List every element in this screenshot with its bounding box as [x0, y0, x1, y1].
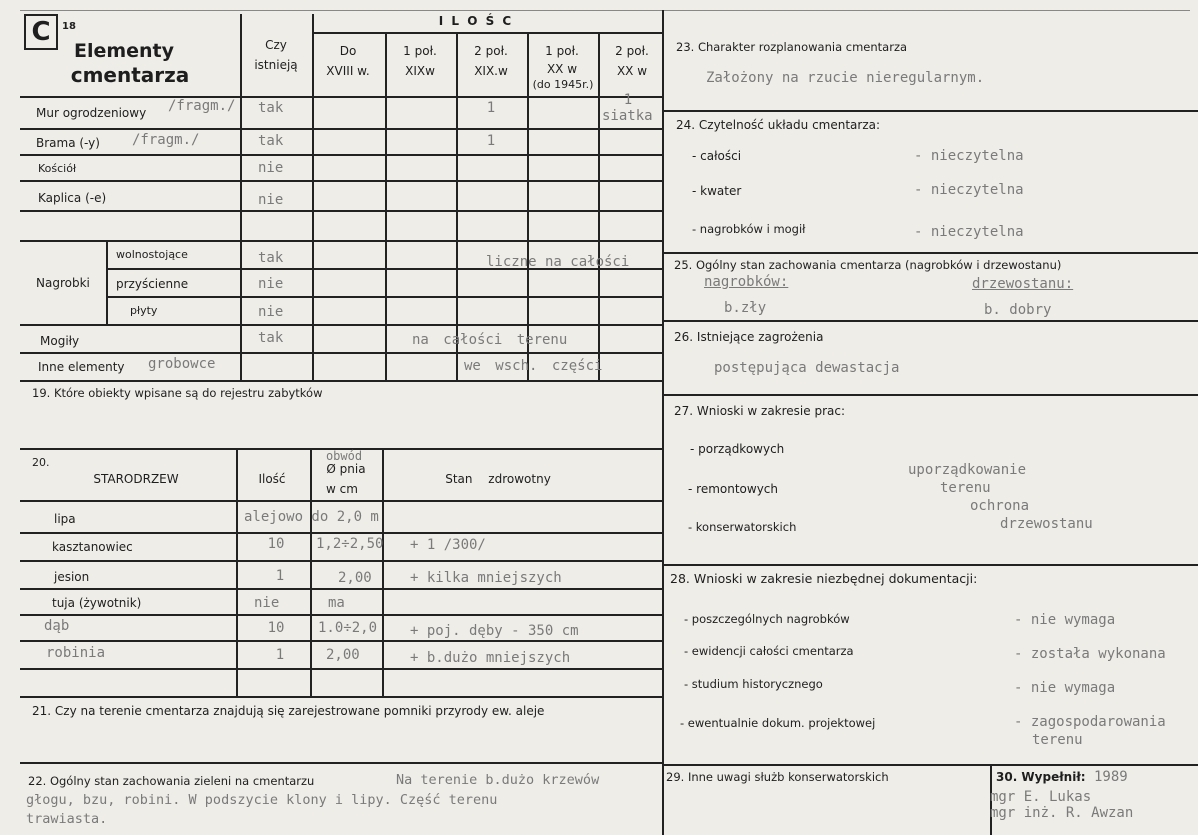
section-line [20, 762, 662, 764]
elements-title: Elementy [73, 40, 175, 62]
row-note: liczne na całości [486, 254, 630, 270]
quantity-note: siatka [602, 108, 653, 124]
col-divider [236, 448, 238, 696]
row-label: Inne elementy [38, 360, 125, 374]
quantity-label: I L O Ś C [438, 14, 514, 28]
q22-answer: Na terenie b.dużo krzewów [396, 772, 600, 788]
q25-label: 25. Ogólny stan zachowania cmentarza (nagrobków i drzewostanu) [674, 258, 1062, 272]
exists-label: Czy [265, 38, 287, 52]
row-line [20, 154, 662, 156]
q28-label: 28. Wnioski w zakresie niezbędnej dokumentacji: [670, 571, 978, 586]
tree-count: 10 [267, 536, 285, 552]
tree-trunk: 1.0÷2,0 [318, 620, 378, 636]
nagrobki-label: Nagrobki [36, 276, 90, 290]
q23-label: 23. Charakter rozplanowania cmentarza [676, 40, 908, 54]
row-line [20, 640, 662, 642]
tree-count: 1 [275, 568, 285, 584]
tree-health: + 1 /300/ [410, 537, 486, 553]
q28-value: - zagospodarowania [1014, 714, 1166, 730]
q24-item: - całości [692, 149, 742, 163]
column-header: XIXw [405, 64, 435, 78]
q30-year: 1989 [1094, 769, 1128, 785]
obwod-header: obwód [325, 449, 363, 463]
quantity-value: 1 [623, 92, 633, 108]
column-header: 2 poł. [615, 44, 649, 58]
section-line [662, 394, 1198, 396]
row-line [20, 668, 662, 670]
column-header: (do 1945r.) [532, 78, 594, 91]
col-divider [310, 448, 312, 696]
exists-value: nie [258, 192, 284, 208]
row-label: przyścienne [116, 277, 189, 291]
column-header: Do [339, 44, 357, 58]
q28-value: - nie wymaga [1014, 612, 1116, 628]
tree-trunk: ma [328, 595, 345, 611]
exists-value: tak [258, 133, 284, 149]
exists-value: tak [258, 330, 284, 346]
tree-trunk: 1,2÷2,50 [316, 536, 384, 552]
row-line [20, 560, 662, 562]
col-divider [456, 32, 458, 382]
tree-count: 1 [275, 647, 285, 663]
q24-value: - nieczytelna [914, 224, 1024, 240]
q27-answer: terenu [940, 480, 991, 496]
elements-title: cmentarza [70, 63, 190, 87]
row-line [20, 180, 662, 182]
section-line [662, 320, 1198, 322]
main-divider [662, 10, 664, 835]
column-header: XX w [616, 64, 648, 78]
row-label: Kaplica (-e) [38, 191, 107, 205]
q25-graves-value: b.zły [724, 300, 767, 316]
q26-answer: postępująca dewastacja [714, 360, 900, 376]
section-line [662, 764, 1198, 766]
exists-value: nie [258, 304, 284, 320]
frame-top [20, 10, 1190, 11]
q24-value: - nieczytelna [914, 182, 1024, 198]
q19-label: 19. Które obiekty wpisane są do rejestru zabytków [32, 386, 323, 400]
unit-header: w cm [326, 482, 358, 496]
quantity-value: 1 [486, 133, 496, 149]
section-line [662, 564, 1198, 566]
q28-value: terenu [1032, 732, 1083, 748]
row-label: wolnostojące [116, 248, 188, 261]
q23-answer: Założony na rzucie nieregularnym. [706, 70, 985, 86]
tree-count: nie [254, 595, 280, 611]
q27-item: - remontowych [688, 482, 778, 496]
tree-trunk: 2,00 [338, 570, 372, 586]
column-header: 2 poł. [474, 44, 508, 58]
corner-letter-box: C [24, 14, 58, 50]
col-divider [385, 32, 387, 382]
row-line [20, 128, 662, 130]
q28-value: - nie wymaga [1014, 680, 1116, 696]
row-line [20, 240, 662, 242]
q27-label: 27. Wnioski w zakresie prac: [674, 404, 846, 418]
row-line [20, 614, 662, 616]
q24-item: - nagrobków i mogił [692, 222, 806, 236]
tree-health: + b.dużo mniejszych [410, 650, 571, 666]
row-label: Kościół [38, 162, 77, 175]
tree-count: 10 [267, 620, 285, 636]
row-note: grobowce [148, 356, 216, 372]
exists-label: istnieją [254, 58, 298, 72]
column-header: XVIII w. [326, 64, 370, 78]
col-divider [240, 14, 242, 382]
q28-item: - studium historycznego [684, 677, 823, 691]
row-note: /fragm./ [168, 98, 236, 114]
q25-graves-label: nagrobków: [704, 274, 789, 290]
tree-health: + poj. dęby - 350 cm [410, 623, 579, 639]
row-label: Mogiły [40, 334, 80, 348]
q22-answer: głogu, bzu, robini. W podszycie klony i lipy. Część terenu [26, 792, 498, 808]
quantity-value: 1 [486, 100, 496, 116]
col-divider [598, 32, 600, 382]
q27-item: - porządkowych [690, 442, 785, 456]
q30-label: 30. Wypełnił: [996, 770, 1086, 784]
row-line [20, 96, 662, 98]
row-line [20, 210, 662, 212]
q22-label: 22. Ogólny stan zachowania zieleni na cmentarzu [28, 774, 315, 788]
column-header: 1 poł. [545, 44, 579, 58]
col-divider [527, 32, 529, 382]
row-note: na całości terenu [412, 332, 568, 348]
q29-label: 29. Inne uwagi służb konserwatorskich [666, 770, 889, 784]
q27-answer: drzewostanu [1000, 516, 1093, 532]
column-header: XX w [546, 62, 578, 76]
section-line [662, 252, 1198, 254]
tree-species: dąb [44, 618, 70, 634]
q28-item: - ewentualnie dokum. projektowej [680, 716, 876, 730]
tree-species: tuja (żywotnik) [52, 596, 142, 610]
tree-health: + kilka mniejszych [410, 570, 562, 586]
row-note: we wsch. części [464, 358, 603, 374]
q27-item: - konserwatorskich [688, 520, 797, 534]
tree-trunk: 2,00 [326, 647, 360, 663]
tree-header: STARODRZEW [93, 472, 179, 486]
row-line [312, 32, 662, 34]
tree-count: alejowo do 2,0 m [244, 509, 379, 525]
row-line [20, 532, 662, 534]
section-line [662, 110, 1198, 112]
q28-value: - została wykonana [1014, 646, 1166, 662]
tree-species: kasztanowiec [52, 540, 133, 554]
tree-species: lipa [54, 512, 76, 526]
q28-item: - ewidencji całości cmentarza [684, 644, 854, 658]
row-label: Brama (-y) [36, 136, 100, 150]
nagrobki-divider [106, 240, 108, 324]
q24-value: - nieczytelna [914, 148, 1024, 164]
q26-label: 26. Istniejące zagrożenia [674, 330, 824, 344]
column-header: 1 poł. [403, 44, 437, 58]
q22-answer: trawiasta. [26, 811, 108, 827]
tree-species: robinia [46, 645, 106, 661]
row-line [20, 500, 662, 502]
q27-answer: uporządkowanie [908, 462, 1027, 478]
tree-species: jesion [54, 570, 90, 584]
q28-item: - poszczególnych nagrobków [684, 612, 850, 626]
q24-label: 24. Czytelność układu cmentarza: [676, 118, 881, 132]
row-line [106, 296, 662, 298]
trunk-header: Ø pnia [326, 462, 366, 476]
row-line [20, 352, 662, 354]
q24-item: - kwater [692, 184, 742, 198]
count-header: Ilość [258, 472, 286, 486]
q25-trees-value: b. dobry [984, 302, 1052, 318]
section-line [20, 696, 662, 698]
q20-number: 20. [32, 456, 50, 469]
row-line [20, 380, 662, 382]
col-divider [312, 14, 314, 382]
exists-value: nie [258, 276, 284, 292]
q27-answer: ochrona [970, 498, 1030, 514]
exists-value: tak [258, 250, 284, 266]
col-divider [382, 448, 384, 696]
row-note: /fragm./ [132, 132, 200, 148]
q25-trees-label: drzewostanu: [972, 276, 1074, 292]
q30-person: mgr inż. R. Awzan [990, 805, 1134, 821]
exists-value: tak [258, 100, 284, 116]
q30-person: mgr E. Lukas [990, 789, 1092, 805]
health-header: Stan zdrowotny [445, 472, 551, 486]
row-label: płyty [130, 304, 158, 317]
row-line [20, 324, 662, 326]
corner-number: 18 [62, 21, 76, 32]
row-label: Mur ogrodzeniowy [36, 106, 147, 120]
exists-value: nie [258, 160, 284, 176]
row-line [20, 588, 662, 590]
q21-label: 21. Czy na terenie cmentarza znajdują się zarejestrowane pomniki przyrody ew. aleje [32, 704, 545, 718]
column-header: XIX.w [474, 64, 508, 78]
